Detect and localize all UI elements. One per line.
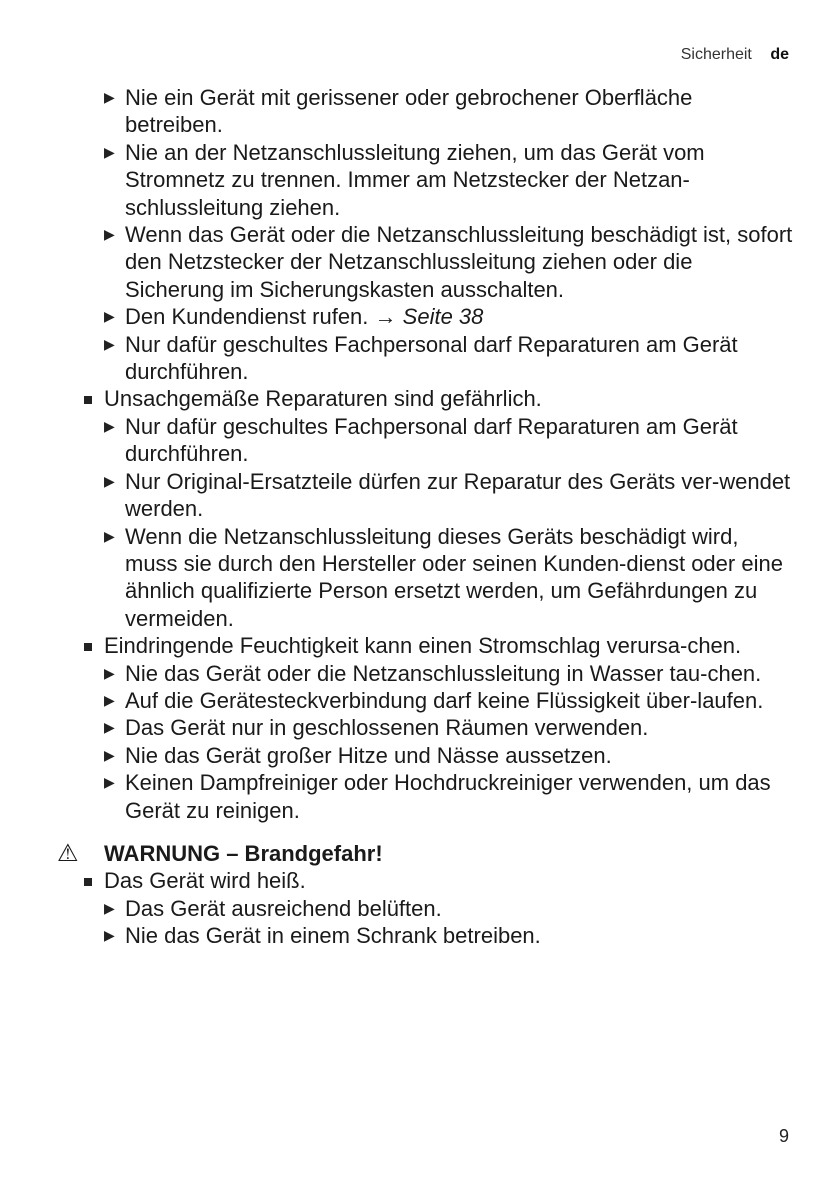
arrow-bullet-icon: ▶ bbox=[104, 335, 115, 352]
hazard-text: Das Gerät wird heiß. bbox=[104, 868, 306, 894]
square-bullet-icon bbox=[84, 878, 92, 886]
arrow-bullet-icon: ▶ bbox=[104, 691, 115, 708]
instruction-text: Nie an der Netzanschlussleitung ziehen, um das Gerät vom Stromnetz zu trennen. Immer am Netzstecker der Netzan-schlussleitung ziehen. bbox=[125, 139, 705, 220]
list-item bbox=[84, 769, 794, 824]
instruction-text: Das Gerät nur in geschlossenen Räumen verwenden. bbox=[125, 715, 649, 741]
instruction-text: Auf die Gerätesteckverbindung darf keine Flüssigkeit über-laufen. bbox=[125, 687, 764, 713]
warning-heading bbox=[57, 839, 794, 867]
list-item bbox=[84, 413, 794, 468]
list-item bbox=[84, 742, 794, 769]
instruction-text: Nur dafür geschultes Fachpersonal darf Reparaturen am Gerät durchführen. bbox=[125, 331, 738, 385]
square-bullet-icon bbox=[84, 643, 92, 651]
list-item bbox=[84, 660, 794, 687]
square-bullet-icon bbox=[84, 396, 92, 404]
arrow-bullet-icon: ▶ bbox=[104, 143, 115, 160]
arrow-bullet-icon: ▶ bbox=[104, 899, 115, 916]
hazard-text: Unsachgemäße Reparaturen sind gefährlich. bbox=[104, 386, 542, 412]
instruction-text: Wenn das Gerät oder die Netzanschlussleitung beschädigt ist, sofort den Netzstecker der Netzanschlussleitung ziehen oder die Sicherung im Sicherungskasten ausschalten. bbox=[125, 222, 793, 302]
list-item bbox=[84, 139, 794, 221]
arrow-bullet-icon: ▶ bbox=[104, 89, 115, 105]
instruction-text: Nie ein Gerät mit gerissener oder gebrochener Oberfläche betreiben. bbox=[125, 85, 693, 138]
hazard-text: Eindringende Feuchtigkeit kann einen Stromschlag verursa-chen. bbox=[104, 633, 742, 659]
section-title: Sicherheit bbox=[680, 46, 752, 63]
list-item bbox=[84, 303, 794, 330]
list-item bbox=[84, 895, 794, 922]
list-item bbox=[84, 687, 794, 714]
safety-instructions bbox=[57, 84, 794, 950]
hazard-item bbox=[84, 632, 794, 659]
instruction-text: Das Gerät ausreichend belüften. bbox=[125, 895, 442, 921]
instruction-text: Den Kundendienst rufen. bbox=[125, 304, 369, 330]
arrow-bullet-icon: ▶ bbox=[104, 664, 115, 681]
warning-triangle-icon: ⚠ bbox=[57, 839, 79, 867]
list-item bbox=[84, 84, 794, 139]
arrow-bullet-icon: ▶ bbox=[104, 746, 115, 763]
page-number: 9 bbox=[778, 1126, 789, 1146]
arrow-bullet-icon: ▶ bbox=[104, 927, 115, 944]
arrow-bullet-icon: ▶ bbox=[104, 527, 115, 544]
arrow-bullet-icon: ▶ bbox=[104, 226, 115, 243]
reference-arrow-icon: → bbox=[374, 304, 397, 330]
language-code: de bbox=[770, 46, 789, 63]
arrow-bullet-icon: ▶ bbox=[104, 472, 115, 489]
list-item bbox=[84, 468, 794, 523]
page-header bbox=[681, 46, 789, 64]
list-item bbox=[84, 714, 794, 741]
instruction-text: Wenn die Netzanschlussleitung dieses Geräts beschädigt wird, muss sie durch den Hersteller oder seinen Kunden-dienst oder eine ähnlich qualifizierte Person ersetzt werden, um Gefährdungen zu vermeiden. bbox=[125, 523, 783, 631]
arrow-bullet-icon: ▶ bbox=[104, 308, 115, 325]
list-item bbox=[84, 523, 794, 633]
arrow-bullet-icon: ▶ bbox=[104, 774, 115, 791]
warning-title: WARNUNG – Brandgefahr! bbox=[104, 840, 383, 866]
instruction-text: Nie das Gerät großer Hitze und Nässe aussetzen. bbox=[125, 742, 612, 768]
arrow-bullet-icon: ▶ bbox=[104, 719, 115, 736]
list-item bbox=[84, 221, 794, 303]
list-item bbox=[84, 922, 794, 949]
instruction-text: Nur dafür geschultes Fachpersonal darf Reparaturen am Gerät durchführen. bbox=[125, 413, 738, 467]
hazard-item bbox=[84, 385, 794, 412]
list-item bbox=[84, 331, 794, 386]
arrow-bullet-icon: ▶ bbox=[104, 417, 115, 434]
instruction-text: Nur Original-Ersatzteile dürfen zur Reparatur des Geräts ver-wendet werden. bbox=[125, 468, 791, 522]
hazard-item bbox=[84, 867, 794, 894]
page-reference-link[interactable]: Seite 38 bbox=[402, 304, 484, 330]
instruction-text: Nie das Gerät oder die Netzanschlussleitung in Wasser tau-chen. bbox=[125, 660, 762, 686]
instruction-text: Keinen Dampfreiniger oder Hochdruckreiniger verwenden, um das Gerät zu reinigen. bbox=[125, 770, 771, 823]
instruction-text: Nie das Gerät in einem Schrank betreiben. bbox=[125, 923, 541, 949]
